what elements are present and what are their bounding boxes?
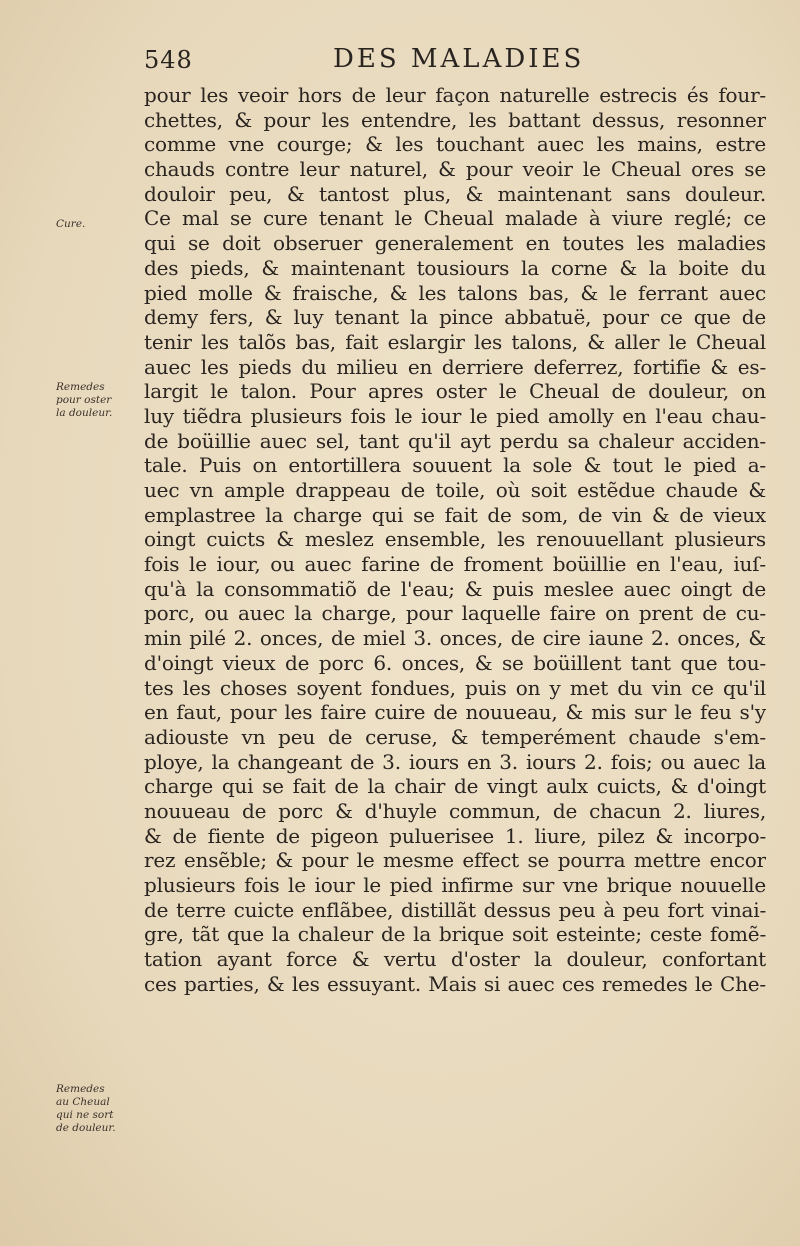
text-line: luy tiẽdra plusieurs fois le iour le pied amolly en l'eau chau- <box>144 403 766 428</box>
text-line: nouueau de porc & d'huyle commun, de chacun 2. liures, <box>144 798 766 823</box>
margin-note-line: Remedes <box>56 381 105 393</box>
text-line: rez ensẽble; & pour le mesme effect se pourra mettre encor <box>144 848 766 873</box>
running-head <box>138 44 778 80</box>
text-line: de terre cuicte enflãbee, distillãt dessus peu à peu fort vinai- <box>144 897 766 922</box>
margin-note-line: Cure. <box>56 218 86 230</box>
text-line: qu'à la consommatiõ de l'eau; & puis meslee auec oingt de <box>144 576 766 601</box>
text-line: tes les choses soyent fondues, puis on y met du vin ce qu'il <box>144 675 766 700</box>
text-line: & de fiente de pigeon puluerisee 1. liure, pilez & incorpo- <box>144 823 766 848</box>
text-line: min pilé 2. onces, de miel 3. onces, de cire iaune 2. onces, & <box>144 626 766 651</box>
text-line: chauds contre leur naturel, & pour veoir le Cheual ores se <box>144 157 766 182</box>
margin-note-line: Remedes <box>56 1083 105 1095</box>
page-number: 548 <box>144 46 193 74</box>
text-line: douloir peu, & tantost plus, & maintenant sans douleur. <box>144 181 766 206</box>
margin-note-line: qui ne sort <box>56 1109 114 1121</box>
text-line: oingt cuicts & meslez ensemble, les renouuellant plusieurs <box>144 527 766 552</box>
text-line: Ce mal se cure tenant le Cheual malade à viure reglé; ce <box>144 206 766 231</box>
margin-note-remedes-cheual <box>56 1083 142 1135</box>
text-line: de boüillie auec sel, tant qu'il ayt perdu sa chaleur acciden- <box>144 428 766 453</box>
text-line: ploye, la changeant de 3. iours en 3. iours 2. fois; ou auec la <box>144 749 766 774</box>
text-line: pour les veoir hors de leur façon naturelle estrecis és four- <box>144 83 766 107</box>
text-line: comme vne courge; & les touchant auec les mains, estre <box>144 132 766 157</box>
text-line: plusieurs fois le iour le pied infirme sur vne brique nouuelle <box>144 873 766 897</box>
text-line: chettes, & pour les entendre, les battant dessus, resonner <box>144 107 766 132</box>
margin-note-line: au Cheual <box>56 1096 110 1108</box>
text-line: largit le talon. Pour apres oster le Cheual de douleur, on <box>144 379 766 404</box>
text-line: en faut, pour les faire cuire de nouueau, & mis sur le feu s'y <box>144 700 766 725</box>
text-line: tale. Puis on entortillera souuent la sole & tout le pied a- <box>144 453 766 478</box>
margin-note-line: la douleur. <box>56 407 113 419</box>
text-line: qui se doit obseruer generalement en toutes les maladies <box>144 231 766 256</box>
body-text <box>144 83 766 996</box>
text-line: fois le iour, ou auec farine de froment boüillie en l'eau, iuſ- <box>144 552 766 577</box>
text-line: pied molle & fraische, & les talons bas, & le ferrant auec <box>144 280 766 305</box>
text-line: emplastree la charge qui se fait de som, de vin & de vieux <box>144 502 766 527</box>
margin-note-line: pour oster <box>56 394 112 406</box>
text-line: auec les pieds du milieu en derriere deferrez, fortifie & es- <box>144 354 766 379</box>
text-line: d'oingt vieux de porc 6. onces, & se boüillent tant que tou- <box>144 650 766 675</box>
text-line: adiouste vn peu de ceruse, & temperément chaude s'em- <box>144 724 766 749</box>
margin-note-remedes-douleur <box>56 381 142 420</box>
text-line: ces parties, & les essuyant. Mais si auec ces remedes le Che- <box>144 971 766 996</box>
margin-notes <box>0 0 140 1246</box>
text-line: des pieds, & maintenant tousiours la corne & la boite du <box>144 255 766 280</box>
text-line: uec vn ample drappeau de toile, où soit estẽdue chaude & <box>144 478 766 502</box>
text-line: charge qui se fait de la chair de vingt aulx cuicts, & d'oingt <box>144 774 766 799</box>
margin-note-cure <box>56 218 142 231</box>
text-line: demy fers, & luy tenant la pince abbatuë, pour ce que de <box>144 305 766 330</box>
running-title: DES MALADIES <box>333 44 585 74</box>
margin-note-line: de douleur. <box>56 1122 116 1134</box>
text-line: tenir les talõs bas, fait eslargir les talons, & aller le Cheual <box>144 329 766 354</box>
text-line: porc, ou auec la charge, pour laquelle faire on prent de cu- <box>144 601 766 626</box>
text-line: gre, tãt que la chaleur de la brique soit esteinte; ceste fomẽ- <box>144 922 766 947</box>
text-line: tation ayant force & vertu d'oster la douleur, confortant <box>144 947 766 972</box>
